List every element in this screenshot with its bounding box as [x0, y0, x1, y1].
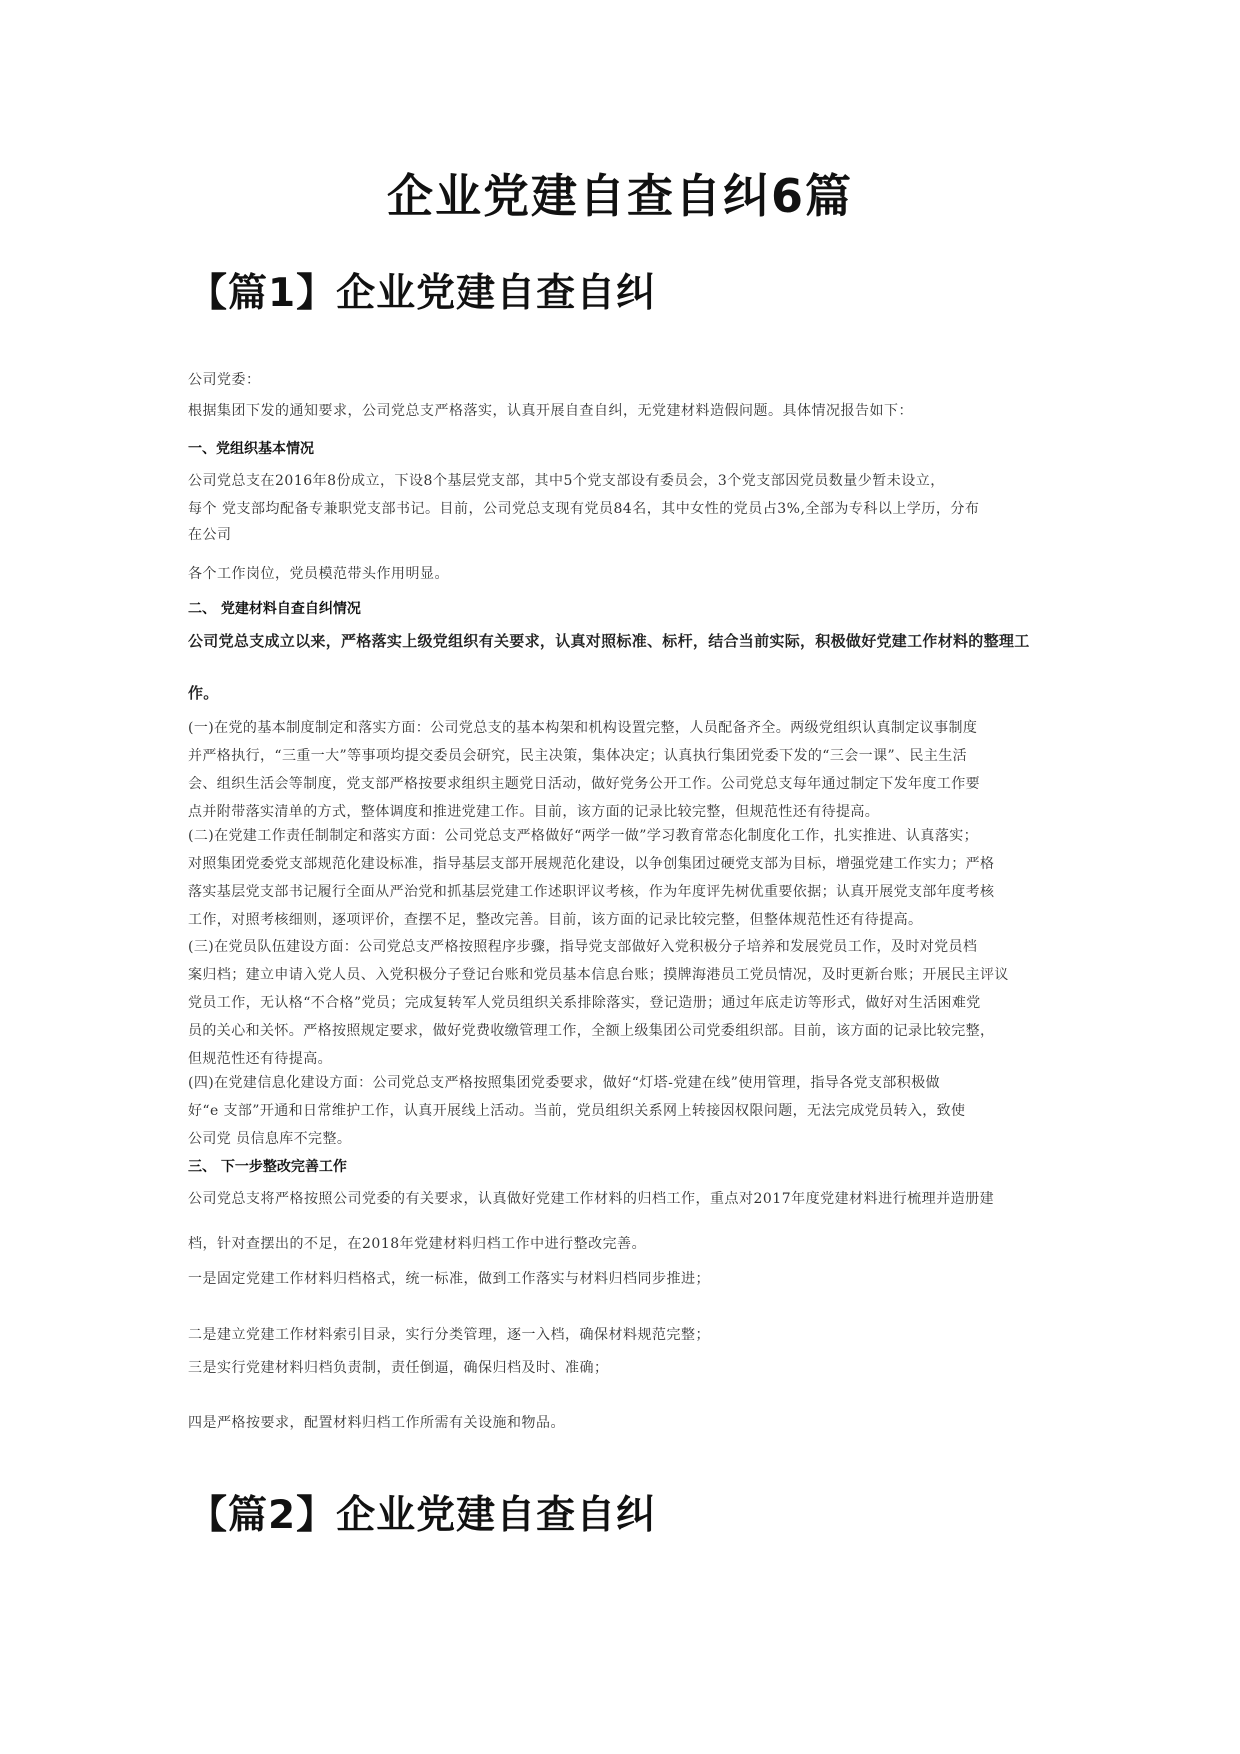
heading-material-check: 二、 党建材料自查自纠情况 [188, 601, 361, 617]
heading-next-steps: 三、 下一步整改完善工作 [188, 1159, 347, 1175]
org-basics-line-4: 各个工作岗位，党员模范带头作用明显。 [188, 566, 449, 582]
item-member-team-line: (三)在党员队伍建设方面：公司党总支严格按照程序步骤，指导党支部做好入党积极分子培养和发展党员工作，及时对党员档 [188, 939, 978, 955]
item-responsibility [188, 822, 1068, 934]
org-basics-line-1: 公司党总支在2016年8份成立，下设8个基层党支部，其中5个党支部设有委员会，3个党支部因党员数量少暂未设立， [188, 473, 945, 489]
step-1: 一是固定党建工作材料归档格式，统一标准，做到工作落实与材料归档同步推进； [188, 1271, 710, 1287]
item-responsibility-line: 落实基层党支部书记履行全面从严治党和抓基层党建工作述职评议考核，作为年度评先树优重要依据；认真开展党支部年度考核 [188, 884, 995, 900]
item-member-team-line: 案归档；建立申请入党人员、入党积极分子登记台账和党员基本信息台账；摸牌海港员工党员情况，及时更新台账；开展民主评议 [188, 967, 1009, 983]
step-3: 三是实行党建材料归档负责制，责任倒逼，确保归档及时、准确； [188, 1360, 609, 1376]
item-informatization-line: (四)在党建信息化建设方面：公司党总支严格按照集团党委要求，做好“灯塔-党建在线”使用管理，指导各党支部积极做 [188, 1075, 940, 1091]
intro-paragraph: 根据集团下发的通知要求，公司党总支严格落实，认真开展自查自纠，无党建材料造假问题。具体情况报告如下： [188, 403, 913, 419]
item-member-team-line: 员的关心和关怀。严格按照规定要求，做好党费收缴管理工作，全额上级集团公司党委组织部。目前，该方面的记录比较完整， [188, 1023, 995, 1039]
item-basic-system-line: 并严格执行，“三重一大”等事项均提交委员会研究，民主决策，集体决定；认真执行集团党委下发的“三会一课”、民主生活 [188, 748, 968, 764]
item-responsibility-line: 对照集团党委党支部规范化建设标准，指导基层支部开展规范化建设，以争创集团过硬党支部为目标，增强党建工作实力；严格 [188, 856, 995, 872]
item-basic-system-line: 会、组织生活会等制度，党支部严格按要求组织主题党日活动，做好党务公开工作。公司党总支每年通过制定下发年度工作要 [188, 776, 980, 792]
section-1-heading: 【篇1】企业党建自查自纠 [188, 271, 657, 316]
item-basic-system [188, 714, 1068, 826]
item-member-team-line: 但规范性还有待提高。 [188, 1051, 332, 1067]
step-4: 四是严格按要求，配置材料归档工作所需有关设施和物品。 [188, 1415, 565, 1431]
next-steps-line-2: 档，针对查摆出的不足，在2018年党建材料归档工作中进行整改完善。 [188, 1236, 647, 1252]
item-informatization-line: 公司党 员信息库不完整。 [188, 1131, 352, 1147]
org-basics-line-2: 每个 党支部均配备专兼职党支部书记。目前，公司党总支现有党员84名，其中女性的党员占3%,全部为专科以上学历，分布 [188, 501, 980, 517]
next-steps-line-1: 公司党总支将严格按照公司党委的有关要求，认真做好党建工作材料的归档工作，重点对2017年度党建材料进行梳理并造册建 [188, 1191, 995, 1207]
item-responsibility-line: (二)在党建工作责任制制定和落实方面：公司党总支严格做好“两学一做”学习教育常态化制度化工作，扎实推进、认真落实； [188, 828, 979, 844]
item-member-team [188, 933, 1068, 1073]
section-2-heading: 【篇2】企业党建自查自纠 [188, 1493, 657, 1538]
step-2: 二是建立党建工作材料索引目录，实行分类管理，逐一入档，确保材料规范完整； [188, 1327, 710, 1343]
item-responsibility-line: 工作，对照考核细则，逐项评价，查摆不足，整改完善。目前，该方面的记录比较完整，但整体规范性还有待提高。 [188, 912, 923, 928]
item-member-team-line: 党员工作，无认格“不合格”党员；完成复转军人党员组织关系排除落实，登记造册；通过年底走访等形式，做好对生活困难党 [188, 995, 981, 1011]
salutation: 公司党委： [188, 372, 261, 388]
item-informatization-line: 好“e 支部”开通和日常维护工作，认真开展线上活动。当前，党员组织关系网上转接因权限问题，无法完成党员转入，致使 [188, 1103, 966, 1119]
org-basics-line-3: 在公司 [188, 527, 232, 543]
item-basic-system-line: 点并附带落实清单的方式，整体调度和推进党建工作。目前，该方面的记录比较完整，但规范性还有待提高。 [188, 804, 880, 820]
item-informatization [188, 1069, 1068, 1153]
item-basic-system-line: (一)在党的基本制度制定和落实方面：公司党总支的基本构架和机构设置完整，人员配备齐全。两级党组织认真制定议事制度 [188, 720, 978, 736]
material-check-line-2: 作。 [188, 684, 219, 702]
heading-party-org-basics: 一、党组织基本情况 [188, 441, 314, 457]
material-check-line-1: 公司党总支成立以来，严格落实上级党组织有关要求，认真对照标准、标杆，结合当前实际，积极做好党建工作材料的整理工 [188, 632, 1030, 650]
document-title: 企业党建自查自纠6篇 [386, 169, 853, 223]
